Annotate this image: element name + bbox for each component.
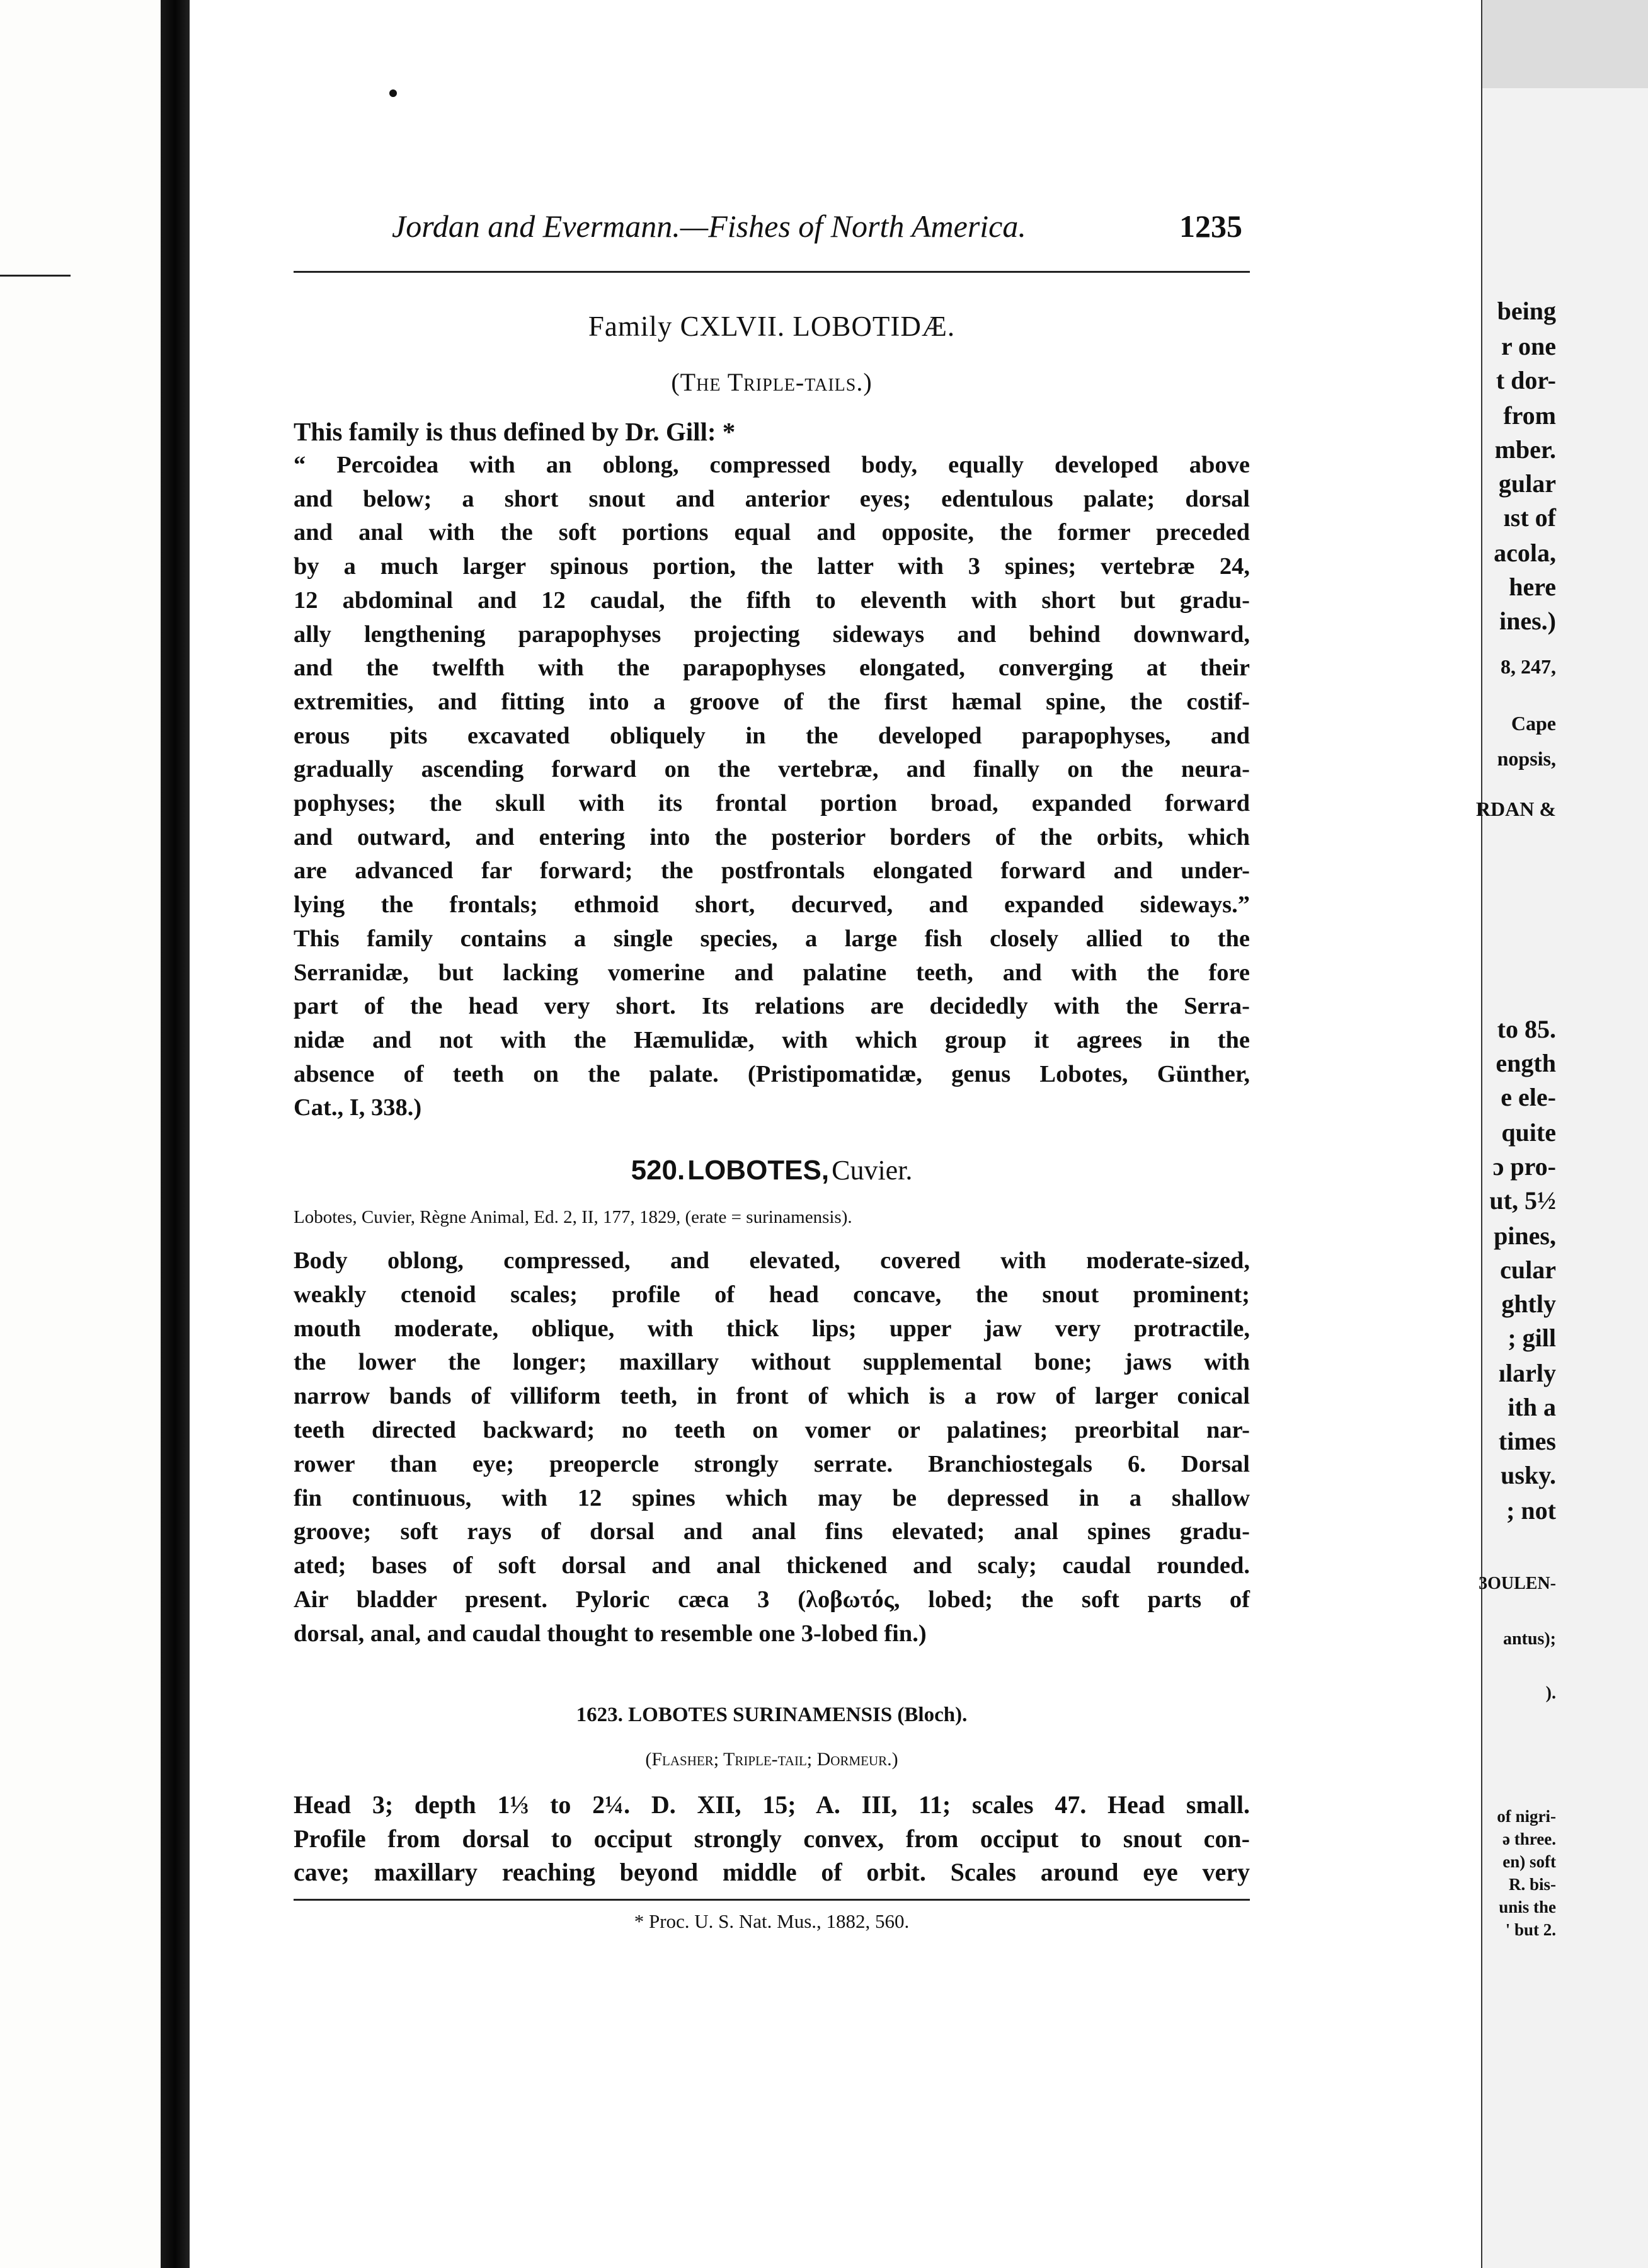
left-page-rule xyxy=(0,275,71,277)
left-page-fragment-line: ıst of xyxy=(1503,503,1556,532)
left-page-fragment-line: RDAN & xyxy=(1475,798,1556,820)
left-page-fragment-line: ; not xyxy=(1506,1496,1556,1525)
genus-description-line: ated; bases of soft dorsal and anal thickened and scaly; caudal rounded. xyxy=(294,1552,1250,1579)
definition-line: absence of teeth on the palate. (Pristipomatidæ, genus Lobotes, Günther, xyxy=(294,1060,1250,1087)
definition-line: nidæ and not with the Hæmulidæ, with which group it agrees in the xyxy=(294,1026,1250,1053)
left-page-fragment-line: e ele- xyxy=(1501,1083,1556,1111)
genus-description-line: mouth moderate, oblique, with thick lips; upper jaw very protractile, xyxy=(294,1315,1250,1342)
definition-line: Serranidæ, but lacking vomerine and palatine teeth, and with the fore xyxy=(294,959,1250,986)
left-page-fragment xyxy=(0,0,161,2268)
left-page-fragment-line: from xyxy=(1503,401,1556,430)
left-page-fragment-line: cular xyxy=(1500,1256,1556,1284)
genus-description-line: Body oblong, compressed, and elevated, covered with moderate-sized, xyxy=(294,1247,1250,1274)
left-page-fragment-line: ). xyxy=(1545,1683,1556,1703)
header-rule xyxy=(294,271,1250,273)
left-page-fragment-line: to 85. xyxy=(1497,1015,1556,1043)
left-page-fragment-line: ' but 2. xyxy=(1505,1920,1556,1939)
definition-line: 12 abdominal and 12 caudal, the fifth to eleventh with short but gradu- xyxy=(294,587,1250,614)
genus-number: 520. xyxy=(631,1155,685,1186)
definition-line: by a much larger spinous portion, the latter with 3 spines; vertebræ 24, xyxy=(294,553,1250,580)
definition-line: and below; a short snout and anterior eyes; edentulous palate; dorsal xyxy=(294,485,1250,512)
intro-paragraph xyxy=(294,415,1250,449)
genus-reference: Lobotes, Cuvier, Règne Animal, Ed. 2, II, 177, 1829, (erate = surinamensis). xyxy=(294,1207,852,1227)
background-corner xyxy=(1482,0,1648,88)
page-number: 1235 xyxy=(1179,209,1242,244)
genus-description-line: narrow bands of villiform teeth, in front of which is a row of larger conical xyxy=(294,1383,1250,1410)
left-page-fragment-line: gular xyxy=(1498,469,1556,498)
definition-line: gradually ascending forward on the vertebræ, and finally on the neura- xyxy=(294,756,1250,783)
left-page-fragment-line: 3OULEN- xyxy=(1479,1574,1556,1593)
species-title: 1623. LOBOTES SURINAMENSIS (Bloch). xyxy=(576,1704,968,1726)
genus-heading xyxy=(294,1154,1250,1186)
left-page-fragment-line: R. bis- xyxy=(1508,1875,1556,1894)
left-page-fragment-line: unis the xyxy=(1499,1898,1556,1916)
footnote: * Proc. U. S. Nat. Mus., 1882, 560. xyxy=(634,1910,910,1932)
genus-description-line: teeth directed backward; no teeth on vomer or palatines; preorbital nar- xyxy=(294,1416,1250,1443)
definition-line: lying the frontals; ethmoid short, decurved, and expanded sideways.” xyxy=(294,891,1250,919)
left-page-fragment-line: ə three. xyxy=(1502,1830,1556,1848)
left-page-fragment-line: times xyxy=(1498,1427,1556,1455)
species-description-line: cave; maxillary reaching beyond middle of orbit. Scales around eye very xyxy=(294,1858,1250,1886)
species-description-line: Profile from dorsal to occiput strongly convex, from occiput to snout con- xyxy=(294,1824,1250,1853)
definition-line: extremities, and fitting into a groove of the first hæmal spine, the costif- xyxy=(294,688,1250,715)
definition-line: “ Percoidea with an oblong, compressed body, equally developed above xyxy=(294,452,1250,478)
left-page-fragment-line: ɔ pro- xyxy=(1492,1152,1556,1181)
left-page-fragment-line: ines.) xyxy=(1499,607,1556,635)
left-page-fragment-line: ith a xyxy=(1508,1393,1556,1421)
definition-line: erous pits excavated obliquely in the developed parapophyses, and xyxy=(294,722,1250,749)
definition-line: and anal with the soft portions equal and opposite, the former preceded xyxy=(294,519,1250,546)
left-page-fragment-line: here xyxy=(1509,573,1556,601)
left-page-fragment-line: pines, xyxy=(1494,1222,1556,1250)
genus-description-line: weakly ctenoid scales; profile of head concave, the snout prominent; xyxy=(294,1281,1250,1308)
species-description xyxy=(294,1788,1250,1889)
genus-author: Cuvier. xyxy=(832,1155,913,1186)
book-gutter-shadow xyxy=(161,0,190,2268)
genus-description-line: rower than eye; preopercle strongly serrate. Branchiostegals 6. Dorsal xyxy=(294,1450,1250,1477)
left-page-fragment-line: ut, 5½ xyxy=(1489,1186,1556,1215)
genus-description-line: Air bladder present. Pyloric cæca 3 (λοβωτός, lobed; the soft parts of xyxy=(294,1586,1250,1613)
footnote-rule xyxy=(294,1899,1250,1901)
left-page-fragment-line: r one xyxy=(1501,332,1556,360)
intro-line: This family is thus defined by Dr. Gill: * xyxy=(294,417,736,446)
genus-description-line: the lower the longer; maxillary without supplemental bone; jaws with xyxy=(294,1349,1250,1376)
left-page-fragment-line: 8, 247, xyxy=(1501,655,1556,678)
left-page-fragment-line: t dor- xyxy=(1496,366,1556,394)
left-page-fragment-line: of nigri- xyxy=(1497,1807,1556,1826)
left-page-fragment-line: quite xyxy=(1501,1118,1556,1147)
left-page-fragment-line: ghtly xyxy=(1501,1290,1556,1318)
definition-line: ally lengthening parapophyses projecting sideways and behind downward, xyxy=(294,621,1250,648)
scan-dust-mark xyxy=(389,89,397,97)
genus-name: LOBOTES, xyxy=(687,1155,830,1186)
left-page-fragment-line: ; gill xyxy=(1508,1324,1556,1352)
genus-description-line: groove; soft rays of dorsal and anal fins elevated; anal spines gradu- xyxy=(294,1518,1250,1545)
left-page-fragment-line: ılarly xyxy=(1498,1359,1556,1387)
genus-description-line: dorsal, anal, and caudal thought to resemble one 3-lobed fin.) xyxy=(294,1620,927,1647)
left-page-fragment-line: mber. xyxy=(1494,435,1556,464)
definition-line: are advanced far forward; the postfrontals elongated forward and under- xyxy=(294,857,1250,885)
definition-line: part of the head very short. Its relations are decidedly with the Serra- xyxy=(294,993,1250,1020)
definition-line: pophyses; the skull with its frontal portion broad, expanded forward xyxy=(294,790,1250,817)
left-page-fragment-line: being xyxy=(1497,297,1556,325)
left-page-fragment-line: Cape xyxy=(1511,712,1556,735)
left-page-fragment-line: nopsis, xyxy=(1497,747,1556,770)
family-title: Family CXLVII. LOBOTIDÆ. xyxy=(588,311,956,342)
genus-description xyxy=(294,1244,1250,1651)
left-page-fragment-line: acola, xyxy=(1494,539,1556,567)
left-page-fragment-line: ength xyxy=(1496,1049,1556,1077)
definition-line: This family contains a single species, a large fish closely allied to the xyxy=(294,925,1250,952)
species-description-line: Head 3; depth 1⅓ to 2¼. D. XII, 15; A. III, 11; scales 47. Head small. xyxy=(294,1790,1250,1819)
family-subtitle: (The Triple-tails.) xyxy=(671,368,873,396)
family-definition-paragraph xyxy=(294,449,1250,1125)
left-page-fragment-line: usky. xyxy=(1501,1461,1556,1489)
definition-line: and outward, and entering into the posterior borders of the orbits, which xyxy=(294,823,1250,850)
running-header-title: Jordan and Evermann.—Fishes of North America. xyxy=(392,209,1026,244)
left-page-fragment-line: en) soft xyxy=(1502,1852,1556,1871)
left-page-fragment-line: antus); xyxy=(1502,1629,1556,1649)
definition-line: Cat., I, 338.) xyxy=(294,1094,422,1121)
definition-line: and the twelfth with the parapophyses elongated, converging at their xyxy=(294,655,1250,682)
species-common-names: (Flasher; Triple-tail; Dormeur.) xyxy=(645,1749,898,1770)
genus-description-line: fin continuous, with 12 spines which may be depressed in a shallow xyxy=(294,1484,1250,1511)
